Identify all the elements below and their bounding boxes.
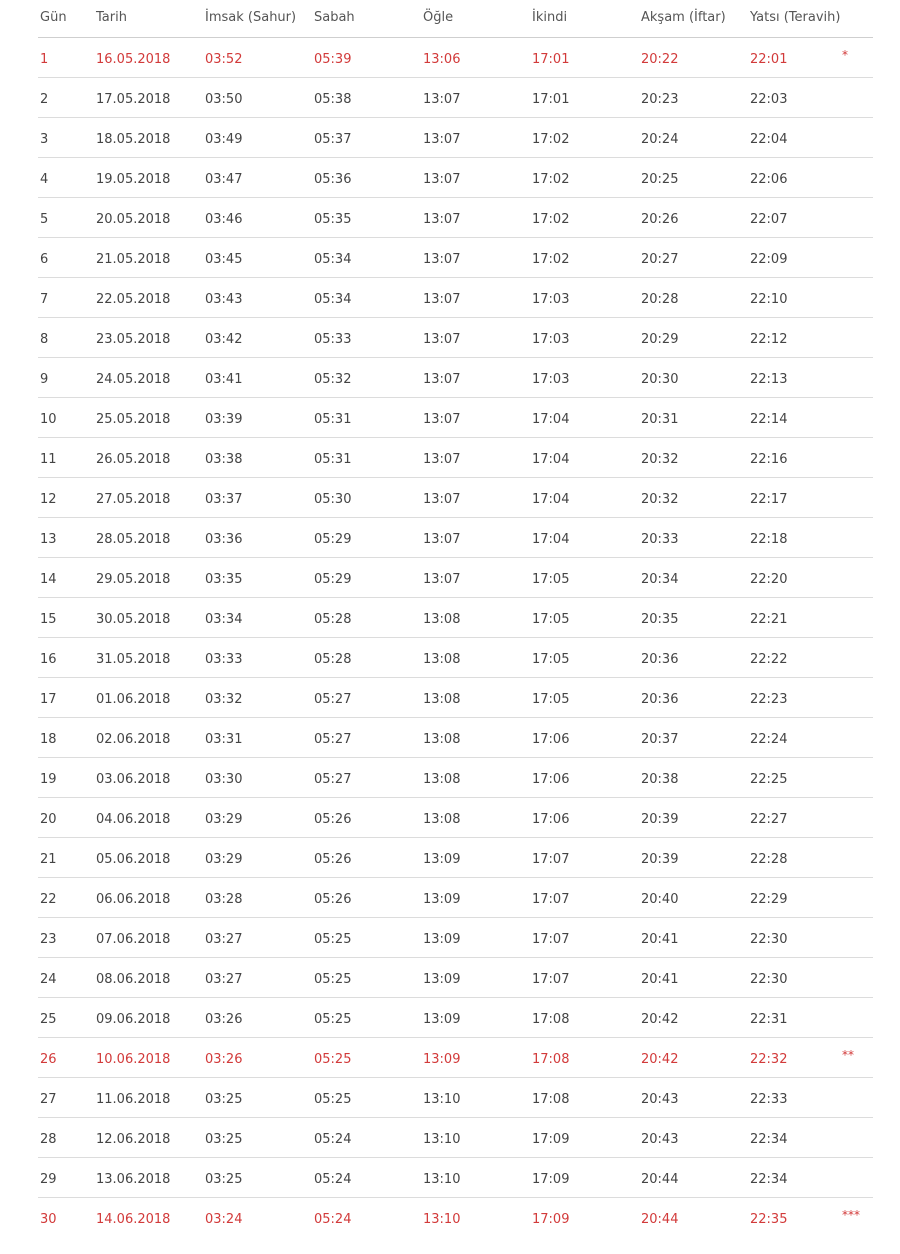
table-row — [38, 238, 873, 278]
table-row — [38, 38, 873, 78]
date-cell: 07.06.2018 — [96, 932, 171, 947]
ogle-time: 13:07 — [423, 132, 461, 147]
sabah-time: 05:29 — [314, 572, 352, 587]
date-cell: 08.06.2018 — [96, 972, 171, 987]
aksam-time: 20:26 — [641, 212, 679, 227]
aksam-time: 20:29 — [641, 332, 679, 347]
sabah-time: 05:29 — [314, 532, 352, 547]
imsak-time: 03:28 — [205, 892, 243, 907]
aksam-time: 20:43 — [641, 1092, 679, 1107]
yatsi-time: 22:30 — [750, 932, 788, 947]
ogle-time: 13:08 — [423, 692, 461, 707]
date-cell: 18.05.2018 — [96, 132, 171, 147]
imsak-time: 03:25 — [205, 1092, 243, 1107]
date-cell: 21.05.2018 — [96, 252, 171, 267]
ogle-time: 13:08 — [423, 612, 461, 627]
sabah-time: 05:37 — [314, 132, 352, 147]
yatsi-time: 22:17 — [750, 492, 788, 507]
aksam-time: 20:23 — [641, 92, 679, 107]
imsak-time: 03:38 — [205, 452, 243, 467]
imsak-time: 03:27 — [205, 972, 243, 987]
imsak-time: 03:26 — [205, 1012, 243, 1027]
yatsi-time: 22:18 — [750, 532, 788, 547]
table-row — [38, 558, 873, 598]
day-cell: 4 — [40, 172, 49, 187]
ikindi-time: 17:09 — [532, 1212, 570, 1227]
ikindi-time: 17:07 — [532, 892, 570, 907]
header-date: Tarih — [96, 10, 127, 25]
date-cell: 05.06.2018 — [96, 852, 171, 867]
aksam-time: 20:37 — [641, 732, 679, 747]
ogle-time: 13:09 — [423, 972, 461, 987]
date-cell: 31.05.2018 — [96, 652, 171, 667]
imsak-time: 03:43 — [205, 292, 243, 307]
aksam-time: 20:22 — [641, 52, 679, 67]
aksam-time: 20:44 — [641, 1212, 679, 1227]
table-row — [38, 838, 873, 878]
imsak-time: 03:32 — [205, 692, 243, 707]
imsak-time: 03:45 — [205, 252, 243, 267]
yatsi-time: 22:09 — [750, 252, 788, 267]
table-row — [38, 918, 873, 958]
ogle-time: 13:07 — [423, 252, 461, 267]
aksam-time: 20:30 — [641, 372, 679, 387]
sabah-time: 05:26 — [314, 812, 352, 827]
imsak-time: 03:46 — [205, 212, 243, 227]
ogle-time: 13:08 — [423, 772, 461, 787]
ogle-time: 13:10 — [423, 1212, 461, 1227]
aksam-time: 20:39 — [641, 852, 679, 867]
yatsi-time: 22:04 — [750, 132, 788, 147]
table-row — [38, 678, 873, 718]
imsak-time: 03:30 — [205, 772, 243, 787]
date-cell: 14.06.2018 — [96, 1212, 171, 1227]
day-cell: 18 — [40, 732, 57, 747]
table-row — [38, 78, 873, 118]
aksam-time: 20:36 — [641, 692, 679, 707]
aksam-time: 20:39 — [641, 812, 679, 827]
aksam-time: 20:32 — [641, 452, 679, 467]
ogle-time: 13:07 — [423, 172, 461, 187]
footnote-marker: ** — [842, 1048, 854, 1062]
aksam-time: 20:32 — [641, 492, 679, 507]
sabah-time: 05:33 — [314, 332, 352, 347]
day-cell: 25 — [40, 1012, 57, 1027]
yatsi-time: 22:12 — [750, 332, 788, 347]
ogle-time: 13:07 — [423, 572, 461, 587]
day-cell: 10 — [40, 412, 57, 427]
ikindi-time: 17:08 — [532, 1012, 570, 1027]
date-cell: 20.05.2018 — [96, 212, 171, 227]
yatsi-time: 22:23 — [750, 692, 788, 707]
day-cell: 23 — [40, 932, 57, 947]
ikindi-time: 17:03 — [532, 292, 570, 307]
day-cell: 8 — [40, 332, 49, 347]
ikindi-time: 17:03 — [532, 332, 570, 347]
imsak-time: 03:36 — [205, 532, 243, 547]
imsak-time: 03:33 — [205, 652, 243, 667]
aksam-time: 20:42 — [641, 1052, 679, 1067]
ikindi-time: 17:07 — [532, 932, 570, 947]
day-cell: 21 — [40, 852, 57, 867]
aksam-time: 20:36 — [641, 652, 679, 667]
ikindi-time: 17:08 — [532, 1092, 570, 1107]
table-row — [38, 478, 873, 518]
day-cell: 6 — [40, 252, 49, 267]
yatsi-time: 22:34 — [750, 1132, 788, 1147]
sabah-time: 05:32 — [314, 372, 352, 387]
ikindi-time: 17:04 — [532, 532, 570, 547]
aksam-time: 20:41 — [641, 932, 679, 947]
imsak-time: 03:29 — [205, 852, 243, 867]
imsak-time: 03:37 — [205, 492, 243, 507]
date-cell: 13.06.2018 — [96, 1172, 171, 1187]
yatsi-time: 22:32 — [750, 1052, 788, 1067]
ikindi-time: 17:05 — [532, 692, 570, 707]
aksam-time: 20:41 — [641, 972, 679, 987]
imsak-time: 03:41 — [205, 372, 243, 387]
yatsi-time: 22:31 — [750, 1012, 788, 1027]
date-cell: 03.06.2018 — [96, 772, 171, 787]
table-row — [38, 638, 873, 678]
ogle-time: 13:08 — [423, 732, 461, 747]
date-cell: 26.05.2018 — [96, 452, 171, 467]
ikindi-time: 17:02 — [532, 212, 570, 227]
date-cell: 04.06.2018 — [96, 812, 171, 827]
header-aksam: Akşam (İftar) — [641, 10, 726, 25]
ogle-time: 13:07 — [423, 532, 461, 547]
ikindi-time: 17:09 — [532, 1132, 570, 1147]
aksam-time: 20:42 — [641, 1012, 679, 1027]
sabah-time: 05:34 — [314, 252, 352, 267]
day-cell: 22 — [40, 892, 57, 907]
table-row — [38, 1078, 873, 1118]
ikindi-time: 17:07 — [532, 972, 570, 987]
day-cell: 19 — [40, 772, 57, 787]
ogle-time: 13:08 — [423, 812, 461, 827]
yatsi-time: 22:07 — [750, 212, 788, 227]
yatsi-time: 22:28 — [750, 852, 788, 867]
imsak-time: 03:47 — [205, 172, 243, 187]
sabah-time: 05:27 — [314, 692, 352, 707]
header-yatsi: Yatsı (Teravih) — [750, 10, 841, 25]
date-cell: 30.05.2018 — [96, 612, 171, 627]
table-header — [38, 0, 873, 38]
sabah-time: 05:39 — [314, 52, 352, 67]
ogle-time: 13:10 — [423, 1092, 461, 1107]
aksam-time: 20:28 — [641, 292, 679, 307]
day-cell: 30 — [40, 1212, 57, 1227]
ikindi-time: 17:07 — [532, 852, 570, 867]
ogle-time: 13:07 — [423, 452, 461, 467]
ogle-time: 13:09 — [423, 1012, 461, 1027]
yatsi-time: 22:14 — [750, 412, 788, 427]
aksam-time: 20:35 — [641, 612, 679, 627]
date-cell: 02.06.2018 — [96, 732, 171, 747]
imsak-time: 03:25 — [205, 1172, 243, 1187]
ogle-time: 13:08 — [423, 652, 461, 667]
imsak-time: 03:49 — [205, 132, 243, 147]
day-cell: 15 — [40, 612, 57, 627]
ogle-time: 13:07 — [423, 292, 461, 307]
day-cell: 13 — [40, 532, 57, 547]
day-cell: 2 — [40, 92, 49, 107]
table-row — [38, 1118, 873, 1158]
table-body — [38, 38, 873, 1237]
table-row — [38, 1038, 873, 1078]
ogle-time: 13:07 — [423, 412, 461, 427]
sabah-time: 05:24 — [314, 1172, 352, 1187]
aksam-time: 20:31 — [641, 412, 679, 427]
yatsi-time: 22:35 — [750, 1212, 788, 1227]
yatsi-time: 22:24 — [750, 732, 788, 747]
ikindi-time: 17:06 — [532, 772, 570, 787]
ikindi-time: 17:02 — [532, 172, 570, 187]
day-cell: 1 — [40, 52, 49, 67]
header-imsak: İmsak (Sahur) — [205, 10, 297, 25]
ogle-time: 13:09 — [423, 932, 461, 947]
header-day: Gün — [40, 10, 67, 25]
sabah-time: 05:25 — [314, 1012, 352, 1027]
sabah-time: 05:27 — [314, 772, 352, 787]
sabah-time: 05:30 — [314, 492, 352, 507]
ikindi-time: 17:08 — [532, 1052, 570, 1067]
day-cell: 7 — [40, 292, 49, 307]
aksam-time: 20:24 — [641, 132, 679, 147]
sabah-time: 05:25 — [314, 1052, 352, 1067]
imsak-time: 03:25 — [205, 1132, 243, 1147]
aksam-time: 20:44 — [641, 1172, 679, 1187]
sabah-time: 05:25 — [314, 972, 352, 987]
table-row — [38, 998, 873, 1038]
date-cell: 10.06.2018 — [96, 1052, 171, 1067]
sabah-time: 05:36 — [314, 172, 352, 187]
imsak-time: 03:50 — [205, 92, 243, 107]
sabah-time: 05:28 — [314, 612, 352, 627]
sabah-time: 05:24 — [314, 1212, 352, 1227]
sabah-time: 05:28 — [314, 652, 352, 667]
sabah-time: 05:25 — [314, 932, 352, 947]
imsak-time: 03:26 — [205, 1052, 243, 1067]
sabah-time: 05:25 — [314, 1092, 352, 1107]
day-cell: 5 — [40, 212, 49, 227]
sabah-time: 05:26 — [314, 852, 352, 867]
day-cell: 3 — [40, 132, 49, 147]
yatsi-time: 22:30 — [750, 972, 788, 987]
imsak-time: 03:39 — [205, 412, 243, 427]
yatsi-time: 22:22 — [750, 652, 788, 667]
header-sabah: Sabah — [314, 10, 355, 25]
imsak-time: 03:42 — [205, 332, 243, 347]
yatsi-time: 22:33 — [750, 1092, 788, 1107]
aksam-time: 20:33 — [641, 532, 679, 547]
day-cell: 14 — [40, 572, 57, 587]
table-row — [38, 798, 873, 838]
day-cell: 11 — [40, 452, 57, 467]
date-cell: 12.06.2018 — [96, 1132, 171, 1147]
table-row — [38, 158, 873, 198]
ogle-time: 13:07 — [423, 212, 461, 227]
ikindi-time: 17:06 — [532, 732, 570, 747]
table-row — [38, 1158, 873, 1198]
ikindi-time: 17:03 — [532, 372, 570, 387]
header-ogle: Öğle — [423, 10, 454, 25]
day-cell: 20 — [40, 812, 57, 827]
sabah-time: 05:35 — [314, 212, 352, 227]
sabah-time: 05:31 — [314, 452, 352, 467]
ikindi-time: 17:01 — [532, 52, 570, 67]
table-row — [38, 758, 873, 798]
ikindi-time: 17:04 — [532, 492, 570, 507]
day-cell: 24 — [40, 972, 57, 987]
day-cell: 12 — [40, 492, 57, 507]
footnote-marker: *** — [842, 1208, 860, 1222]
table-row — [38, 398, 873, 438]
sabah-time: 05:31 — [314, 412, 352, 427]
table-row — [38, 438, 873, 478]
date-cell: 25.05.2018 — [96, 412, 171, 427]
imsak-time: 03:29 — [205, 812, 243, 827]
yatsi-time: 22:10 — [750, 292, 788, 307]
ogle-time: 13:06 — [423, 52, 461, 67]
yatsi-time: 22:16 — [750, 452, 788, 467]
table-row — [38, 118, 873, 158]
date-cell: 09.06.2018 — [96, 1012, 171, 1027]
table-row — [38, 878, 873, 918]
day-cell: 29 — [40, 1172, 57, 1187]
yatsi-time: 22:01 — [750, 52, 788, 67]
aksam-time: 20:27 — [641, 252, 679, 267]
ikindi-time: 17:04 — [532, 452, 570, 467]
sabah-time: 05:38 — [314, 92, 352, 107]
sabah-time: 05:34 — [314, 292, 352, 307]
day-cell: 16 — [40, 652, 57, 667]
day-cell: 26 — [40, 1052, 57, 1067]
aksam-time: 20:34 — [641, 572, 679, 587]
sabah-time: 05:24 — [314, 1132, 352, 1147]
ikindi-time: 17:05 — [532, 572, 570, 587]
ikindi-time: 17:02 — [532, 132, 570, 147]
ogle-time: 13:07 — [423, 492, 461, 507]
ikindi-time: 17:02 — [532, 252, 570, 267]
table-row — [38, 278, 873, 318]
ikindi-time: 17:06 — [532, 812, 570, 827]
date-cell: 19.05.2018 — [96, 172, 171, 187]
aksam-time: 20:25 — [641, 172, 679, 187]
ogle-time: 13:10 — [423, 1132, 461, 1147]
date-cell: 27.05.2018 — [96, 492, 171, 507]
ogle-time: 13:07 — [423, 372, 461, 387]
day-cell: 28 — [40, 1132, 57, 1147]
yatsi-time: 22:20 — [750, 572, 788, 587]
table-row — [38, 518, 873, 558]
imsak-time: 03:24 — [205, 1212, 243, 1227]
header-ikindi: İkindi — [532, 10, 568, 25]
ikindi-time: 17:01 — [532, 92, 570, 107]
table-row — [38, 598, 873, 638]
yatsi-time: 22:25 — [750, 772, 788, 787]
sabah-time: 05:26 — [314, 892, 352, 907]
table-row — [38, 958, 873, 998]
imsak-time: 03:35 — [205, 572, 243, 587]
ogle-time: 13:09 — [423, 892, 461, 907]
ikindi-time: 17:09 — [532, 1172, 570, 1187]
date-cell: 29.05.2018 — [96, 572, 171, 587]
table-row — [38, 358, 873, 398]
date-cell: 22.05.2018 — [96, 292, 171, 307]
date-cell: 17.05.2018 — [96, 92, 171, 107]
date-cell: 01.06.2018 — [96, 692, 171, 707]
day-cell: 17 — [40, 692, 57, 707]
imsak-time: 03:31 — [205, 732, 243, 747]
date-cell: 06.06.2018 — [96, 892, 171, 907]
yatsi-time: 22:21 — [750, 612, 788, 627]
footnote-marker: * — [842, 48, 848, 62]
ogle-time: 13:10 — [423, 1172, 461, 1187]
date-cell: 11.06.2018 — [96, 1092, 171, 1107]
date-cell: 24.05.2018 — [96, 372, 171, 387]
yatsi-time: 22:27 — [750, 812, 788, 827]
date-cell: 16.05.2018 — [96, 52, 171, 67]
ramadan-timetable — [38, 0, 873, 1237]
imsak-time: 03:52 — [205, 52, 243, 67]
aksam-time: 20:43 — [641, 1132, 679, 1147]
ikindi-time: 17:05 — [532, 612, 570, 627]
ogle-time: 13:09 — [423, 1052, 461, 1067]
day-cell: 9 — [40, 372, 49, 387]
date-cell: 23.05.2018 — [96, 332, 171, 347]
yatsi-time: 22:03 — [750, 92, 788, 107]
ogle-time: 13:07 — [423, 92, 461, 107]
day-cell: 27 — [40, 1092, 57, 1107]
ikindi-time: 17:05 — [532, 652, 570, 667]
aksam-time: 20:40 — [641, 892, 679, 907]
aksam-time: 20:38 — [641, 772, 679, 787]
yatsi-time: 22:34 — [750, 1172, 788, 1187]
yatsi-time: 22:29 — [750, 892, 788, 907]
date-cell: 28.05.2018 — [96, 532, 171, 547]
ogle-time: 13:07 — [423, 332, 461, 347]
table-row — [38, 718, 873, 758]
table-row — [38, 198, 873, 238]
yatsi-time: 22:13 — [750, 372, 788, 387]
table-row — [38, 1198, 873, 1237]
ikindi-time: 17:04 — [532, 412, 570, 427]
table-row — [38, 318, 873, 358]
sabah-time: 05:27 — [314, 732, 352, 747]
imsak-time: 03:27 — [205, 932, 243, 947]
ogle-time: 13:09 — [423, 852, 461, 867]
yatsi-time: 22:06 — [750, 172, 788, 187]
imsak-time: 03:34 — [205, 612, 243, 627]
